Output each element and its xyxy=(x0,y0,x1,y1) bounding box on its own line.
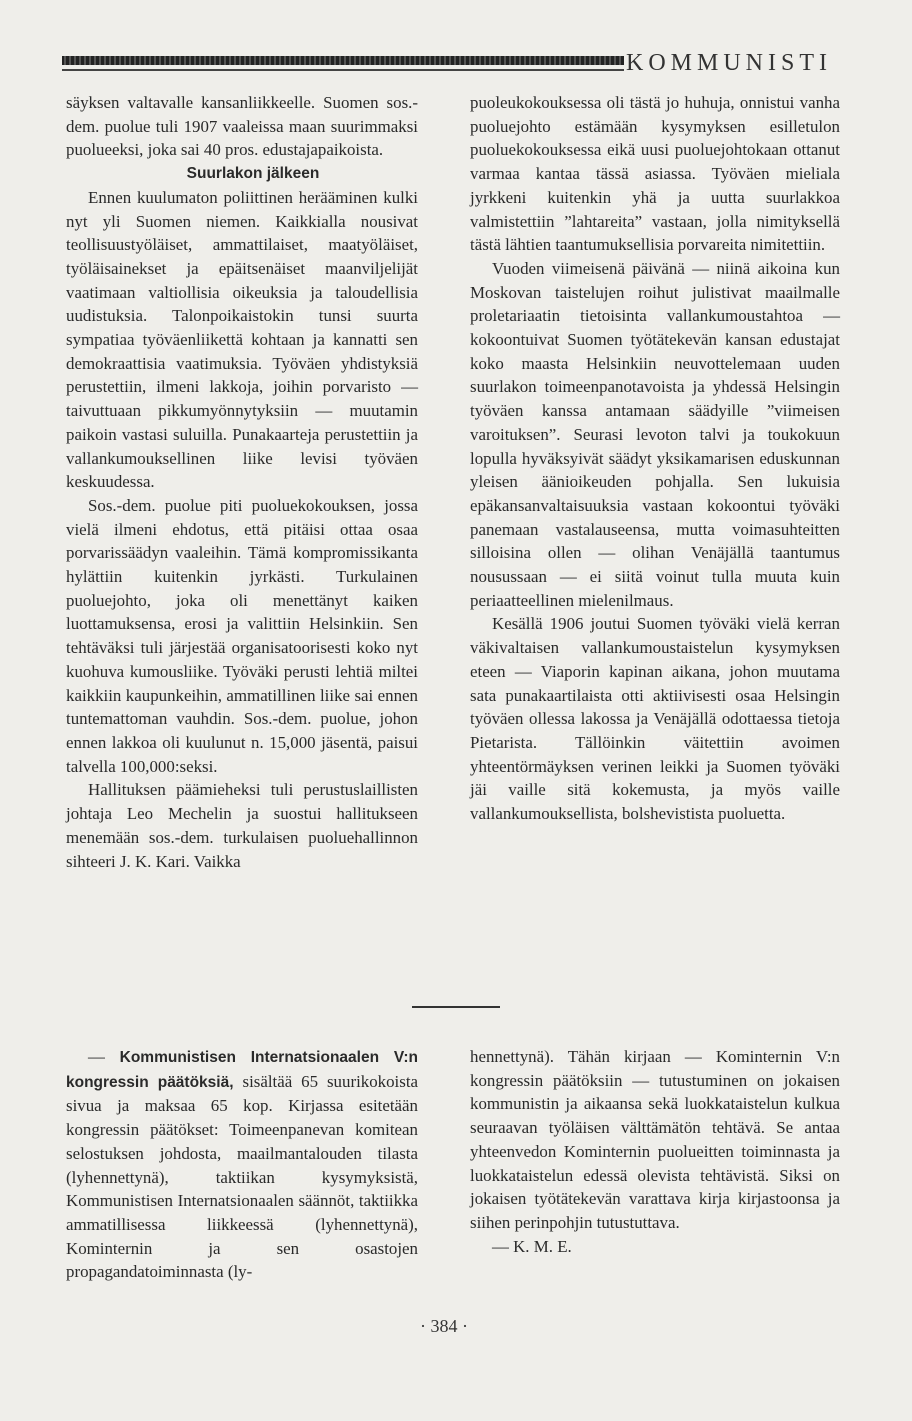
section-divider xyxy=(412,1006,500,1008)
notice-paragraph xyxy=(66,1045,418,1284)
paragraph: puoleukokouksessa oli tästä jo huhuja, onnistui vanha puoluejohto estämään kysymyksen esilletulon puoluekokouksessa eikä uusi puoluejohtokaan ottanut varmaa kantaa tässä asiassa. Työväen mieliala jyrkkeni kuitenkin yhä ja uutta suurlakkoa valmistettiin ”lahtareita” vastaan, jolla nimityksellä tästä lähtien taantumuksellisia porvareita nimitettiin. xyxy=(470,93,840,255)
notice-right-column xyxy=(470,1045,840,1258)
header-rule xyxy=(62,56,624,65)
notice-text: sisältää 65 suurikokoista sivua ja maksaa 65 kop. Kirjassa esitetään kongressin päätökset: Toimeenpanevan komitean selostuksen johdosta, maailmantalouden tilasta (lyhennettynä), taktiikan kysymyksistä, Kommunistisen Internatsionaalen säännöt, taktiikka ammatillisessa liikkeessä (lyhennettynä), Kominternin ja sen osastojen propagandatoiminnasta (ly- xyxy=(66,1071,419,1282)
header-rule-thin xyxy=(62,69,624,71)
page-number: · 384 · xyxy=(420,1316,468,1336)
paragraph: säyksen valtavalle kansanliikkeelle. Suomen sos.-dem. puolue tuli 1907 vaaleissa maan suurimmaksi puolueeksi, joka sai 40 pros. edustajapaikoista. xyxy=(66,93,418,160)
paragraph: Sos.-dem. puolue piti puoluekokouksen, jossa vielä ilmeni ehdotus, että pitäisi ottaa osaa porvarissäädyn vaaleihin. Tämä kompromissikanta hylättiin kuitenkin jyrkästi. Turkulainen puoluejohto, joka oli menettänyt kaiken luottamuksensa, erosi ja valittiin Helsinkiin. Sen tehtäväksi tuli järjestää organisatoorisesti koko nyt kuohuva kumousliike. Työväki perusti lehtiä miltei kaikkiin kaupunkeihin, ammatillinen liike sai ennen tuntemattoman vauhdin. Sos.-dem. puolue, johon ennen lakkoa oli kuulunut n. 15,000 jäsentä, paisui talvella 100,000:seksi. xyxy=(66,495,418,776)
paragraph: Kesällä 1906 joutui Suomen työväki vielä kerran väkivaltaisen vallankumoustaistelun kysymyksen eteen — Viaporin kapinan aikana, johon muutama sata punakaartilaista otti aktiivisesti osaa Helsingin työväen ollessa lakossa ja Venäjällä odottaessa tietoja Pietarista. Tällöinkin väitettiin avoimen yhteentörmäyksen verinen leikki ja Suomen työväki jäi vaille sitä kokemusta, ja myös vaille vallankumouksellista, bolshevistista puoluetta. xyxy=(470,614,840,824)
paragraph: Ennen kuulumaton poliittinen herääminen kulki nyt yli Suomen niemen. Kaikkialla nousivat teollisuustyöläiset, ammattilaiset, maatyöläiset, työläisainekset ja epäitsenäiset maanviljelijät vaatimaan valtiollisia oikeuksia ja taloudellisia uudistuksia. Talonpoikaistokin tunsi suurta sympatiaa työväenliikettä kohtaan ja kannatti sen demokraattisia vaatimuksia. Työväen yhdistyksiä perustettiin, ilmeni lakkoja, joihin porvaristo — taivuttuaan pikkumyönnytyksiin — muutamin paikoin vastasi suluilla. Punakaarteja perustettiin ja vallankumouksellinen liike levisi työväen keskuudessa. xyxy=(66,187,418,492)
section-heading: Suurlakon jälkeen xyxy=(186,165,320,183)
running-header-title: KOMMUNISTI xyxy=(626,50,832,76)
notice-signature: — K. M. E. xyxy=(492,1236,572,1256)
right-column xyxy=(470,91,840,826)
notice-left-column xyxy=(66,1045,418,1284)
notice-book-title: Kommunistisen Internatsionaalen V:n kongressin päätöksiä, xyxy=(66,1049,418,1091)
paragraph: Hallituksen päämieheksi tuli perustuslaillisten johtaja Leo Mechelin ja suostui hallitukseen menemään sos.-dem. turkulaisen puoluehallinnon sihteeri J. K. Kari. Vaikka xyxy=(66,780,418,871)
notice-paragraph: hennettynä). Tähän kirjaan — Kominternin V:n kongressin päätöksiin — tutustuminen on jokaisen kommunistin ja aikaansa sekä luokkataistelun kulkua seuraavan työläisen välttämätön tehtävä. Se antaa yhteenvedon Kominternin puolueitten toiminnasta ja luokkataistelun edessä olevista tehtävistä. Siksi on jokaisen työtätekevän varattava kirja kirjastoonsa ja siihen perinpohjin tutustuttava. xyxy=(470,1047,840,1232)
left-column xyxy=(66,91,418,873)
notice-dash: — xyxy=(88,1047,120,1066)
paragraph: Vuoden viimeisenä päivänä — niinä aikoina kun Moskovan taistelujen roihut julistivat maailmalle proletariaatin tietoisinta vallankumoustahtoa — kokoontuivat Suomen työtätekevän kansan edustajat koko maasta Helsinkiin neuvottelemaan uuden suurlakon toimeenpanotavoista ja yhdessä Helsingin työväen kanssa antamaan säädyille ”viimeisen varoituksen”. Seurasi levoton talvi ja toukokuun lopulla hyväksyivät säädyt yksikamarisen eduskunnan yleisen äänioikeuden pohjalla. Sen lukuisia epäkansanvaltaisuuksia vastaan kokoontui työväki panemaan vastalauseensa, mutta voimasuhteitten silloisina ollen — olihan Venäjällä taantumus nousussaan — ei siitä voinut tulla muuta kuin periaatteellinen mielenilmaus. xyxy=(470,258,840,610)
